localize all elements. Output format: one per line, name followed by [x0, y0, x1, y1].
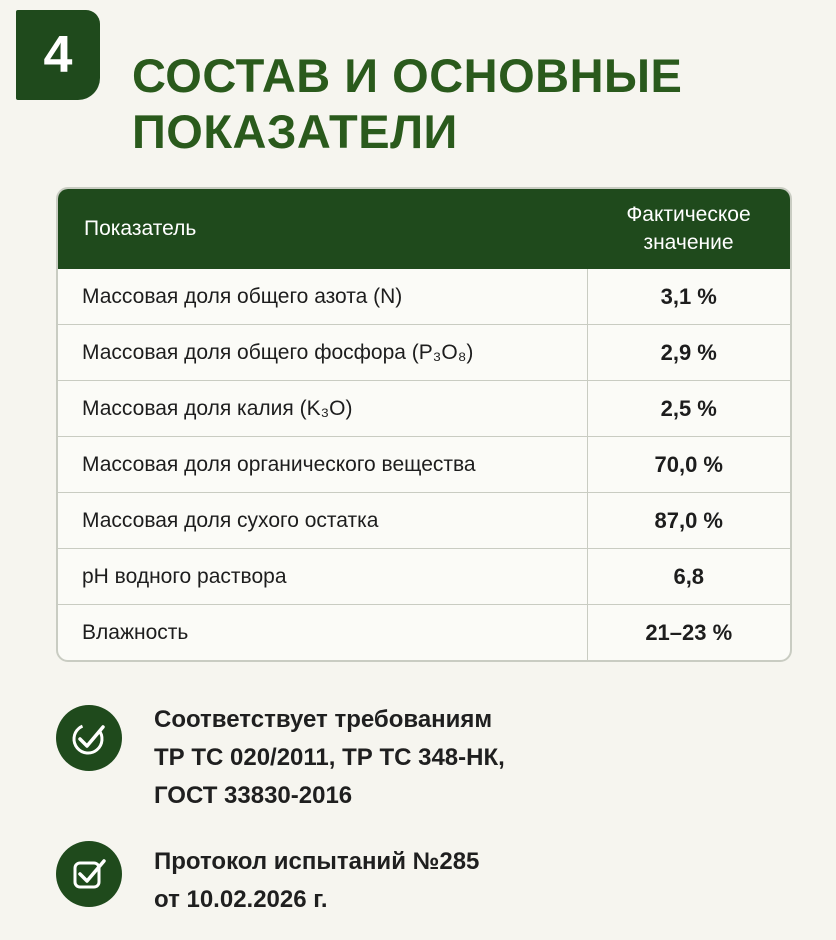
header-value-line1: Фактическое	[626, 203, 751, 226]
row-indicator-value: 2,5 %	[587, 381, 790, 437]
table-row	[58, 549, 790, 605]
protocol-note	[56, 845, 479, 919]
row-indicator-name: pH водного раствора	[58, 549, 587, 605]
header-indicator: Показатель	[58, 189, 587, 269]
row-indicator-value: 3,1 %	[660, 283, 717, 309]
header-value-line2: значение	[643, 231, 734, 254]
row-indicator-name: Массовая доля общего фосфора (P₃O₈)	[58, 325, 587, 381]
header-actual-value	[587, 189, 790, 269]
table-row	[58, 325, 790, 381]
table-row	[58, 437, 790, 493]
section-number-badge	[16, 10, 100, 100]
section-number: 4	[43, 26, 73, 84]
table-header-row	[58, 189, 790, 269]
row-indicator-name: Массовая доля сухого остатка	[58, 493, 587, 549]
table-row	[58, 269, 790, 325]
row-indicator-value: 87,0 %	[587, 493, 790, 549]
compliance-text: Соответствует требованиям ТР ТС 020/2011, ТР ТС 348-НК, ГОСТ 33830-2016	[154, 706, 505, 809]
row-indicator-value: 2,9 %	[587, 325, 790, 381]
table-row	[58, 605, 790, 661]
compliance-note	[56, 703, 505, 815]
protocol-text: Протокол испытаний №285 от 10.02.2026 г.	[154, 848, 480, 913]
checkbox-icon	[56, 841, 122, 907]
row-indicator-value: 70,0 %	[587, 437, 790, 493]
checkmark-icon	[56, 705, 122, 771]
table-row	[58, 381, 790, 437]
row-indicator-name: Массовая доля общего азота (N)	[58, 269, 587, 325]
row-indicator-name: Массовая доля органического вещества	[58, 437, 587, 493]
table-row	[58, 493, 790, 549]
row-indicator-name: Массовая доля калия (K₃O)	[58, 381, 587, 437]
indicators-table	[56, 187, 792, 662]
section-title: СОСТАВ И ОСНОВНЫЕ ПОКАЗАТЕЛИ	[132, 49, 683, 158]
row-indicator-value: 21–23 %	[587, 605, 790, 661]
row-indicator-value: 6,8	[587, 549, 790, 605]
row-indicator-name: Влажность	[58, 605, 587, 661]
